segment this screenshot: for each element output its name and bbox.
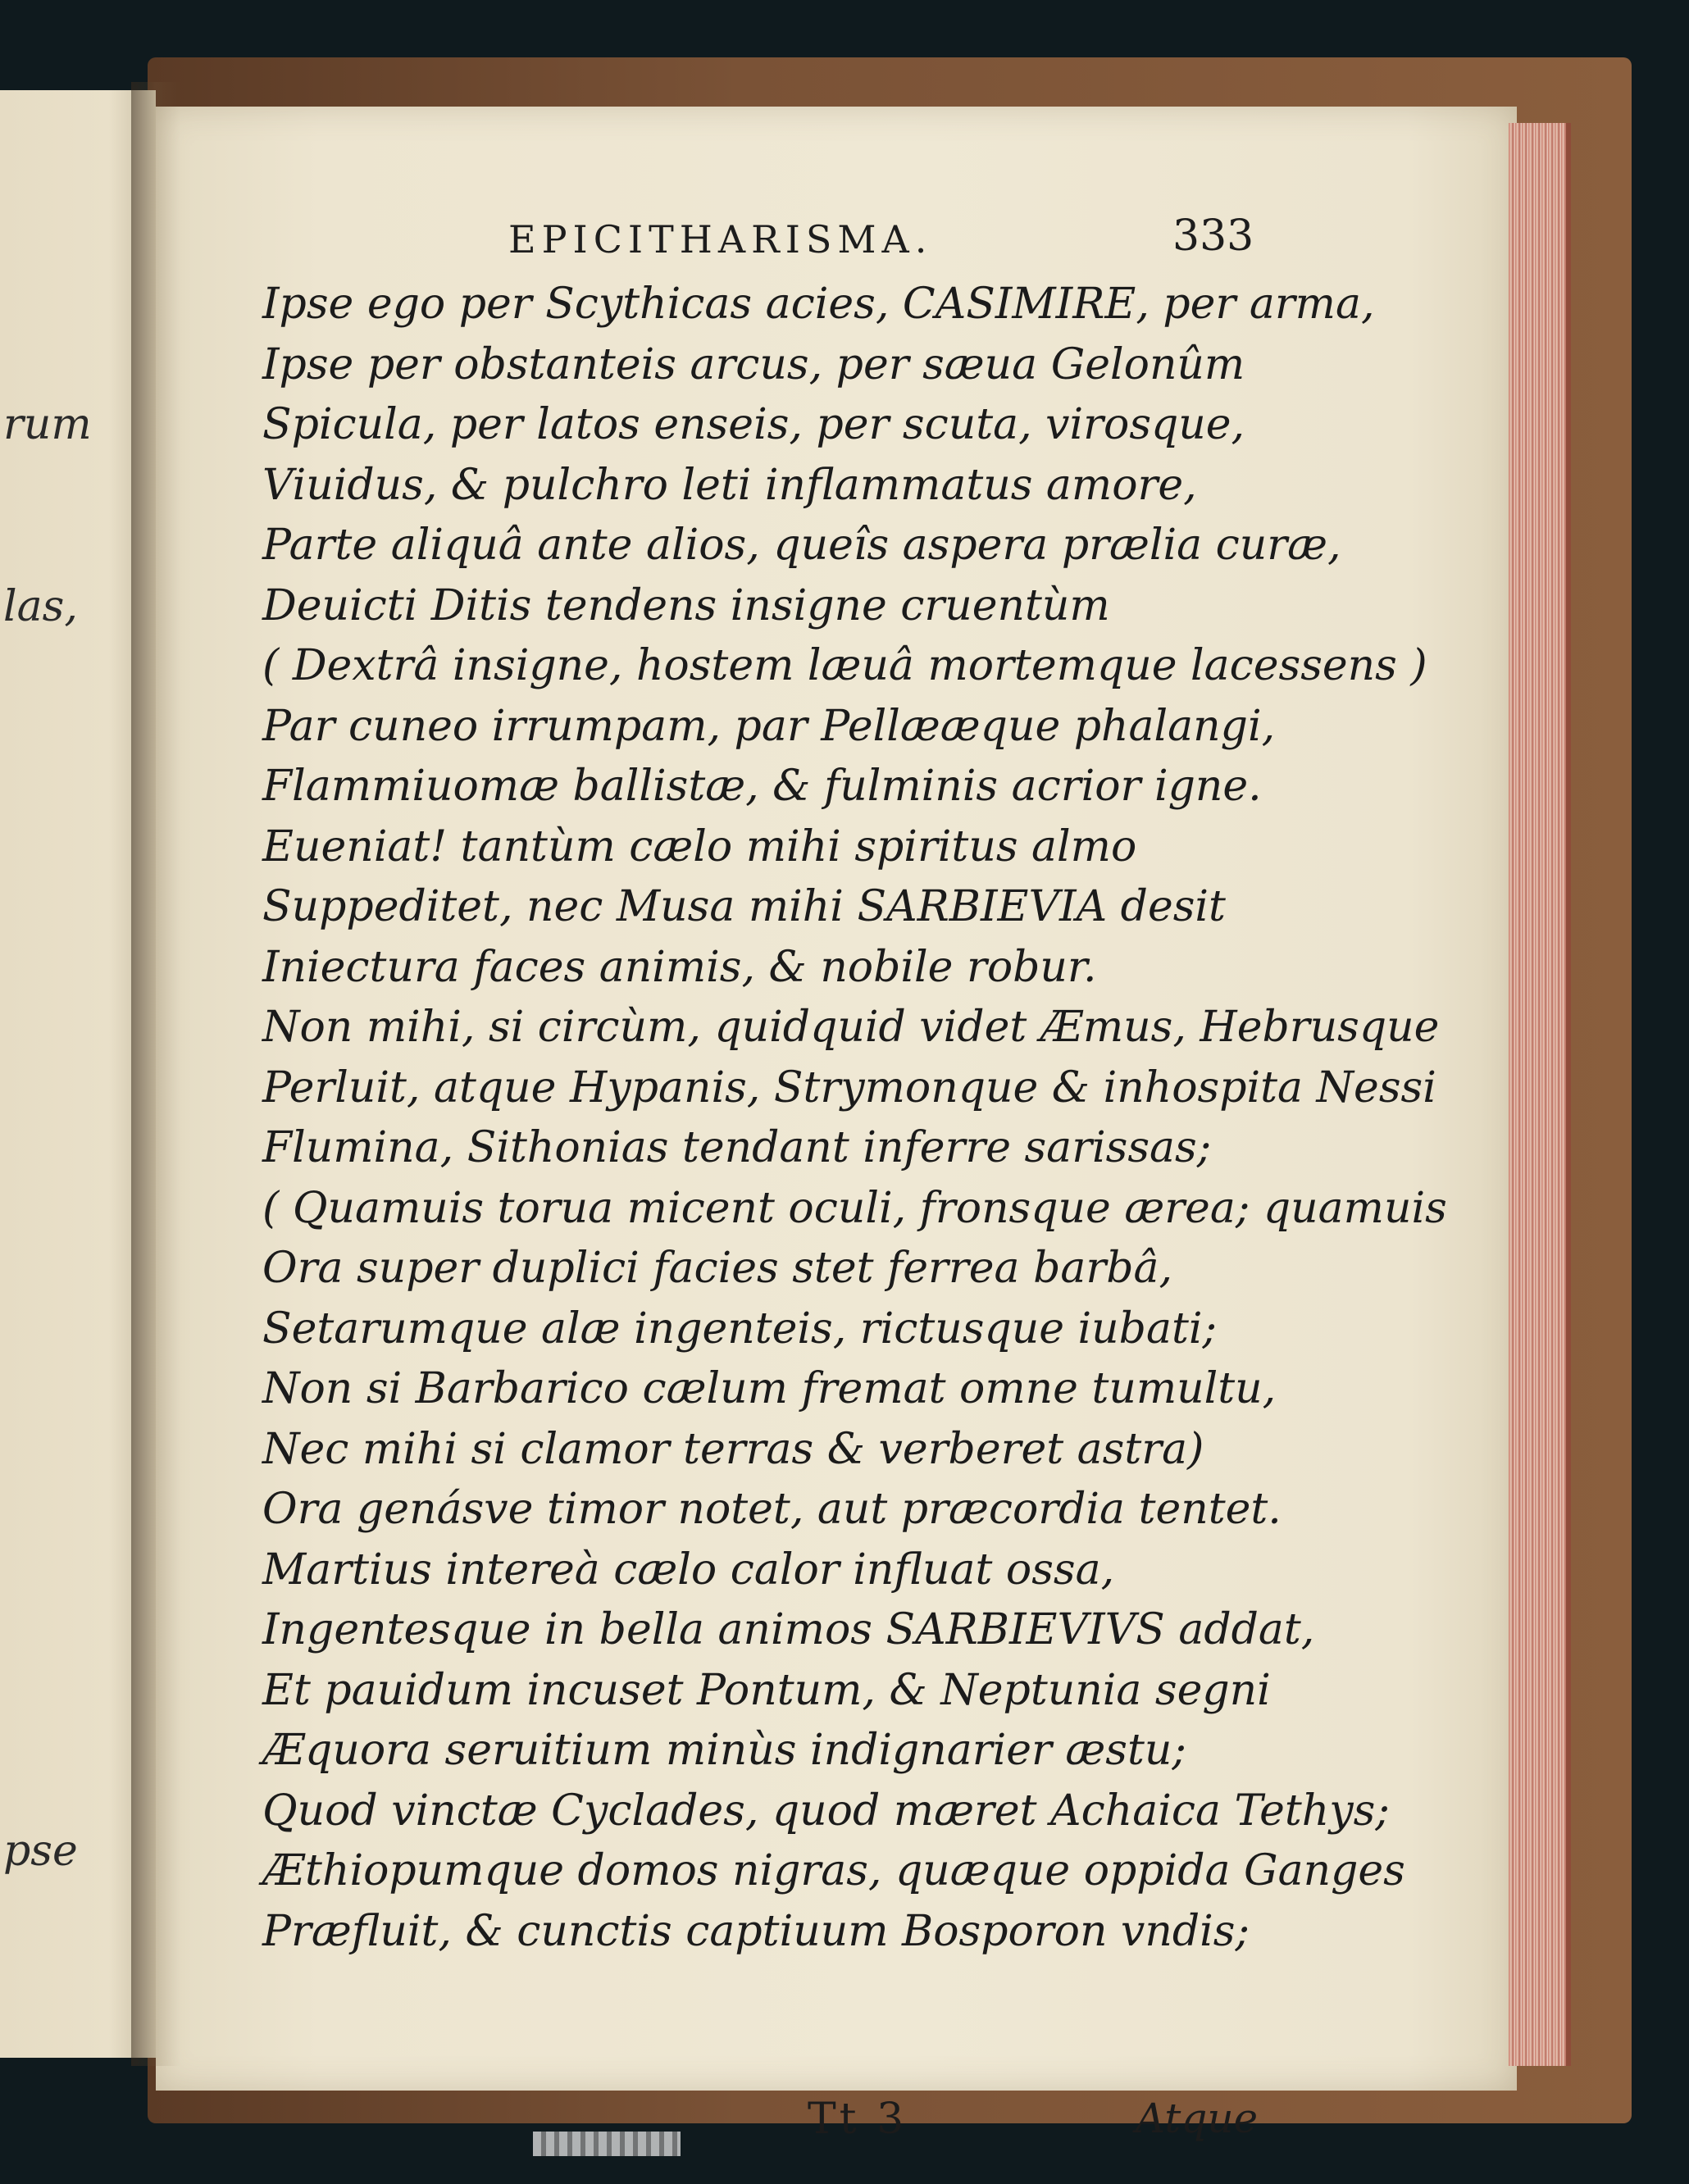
verse-line: Perluit, atque Hypanis, Strymonque & inhospita Nessi: [262, 1062, 1436, 1112]
verse-line: Eueniat! tantùm cælo mihi spiritus almo: [262, 821, 1137, 871]
catchword: Atque: [1136, 2095, 1259, 2142]
verse-line: ( Quamuis torua micent oculi, fronsque ærea; quamuis: [262, 1183, 1447, 1233]
verse-line: Æquora seruitium minùs indignarier æstu;: [262, 1726, 1186, 1775]
left-page-fragment: las,: [3, 582, 78, 631]
verse-text: [262, 275, 1447, 1962]
verse-line: Parte aliquâ ante alios, queîs aspera prælia curæ,: [262, 521, 1341, 570]
page-gutter: [131, 82, 180, 2066]
verse-line: Deuicti Ditis tendens insigne cruentùm: [262, 580, 1110, 630]
page-edges: [1509, 123, 1571, 2066]
verse-line: Non si Barbarico cælum fremat omne tumultu,: [262, 1364, 1277, 1413]
verse-line: Ipse per obstanteis arcus, per sæua Gelonûm: [262, 339, 1245, 389]
verse-line: Nec mihi si clamor terras & verberet astra): [262, 1424, 1204, 1474]
verse-line: Setarumque alæ ingenteis, rictusque iubati;: [262, 1304, 1218, 1354]
verse-line: Flumina, Sithonias tendant inferre sarissas;: [262, 1123, 1212, 1172]
running-head: EPICITHARISMA.: [508, 217, 933, 262]
verse-line: Flammiuomæ ballistæ, & fulminis acrior igne.: [262, 762, 1262, 811]
verse-line: Par cuneo irrumpam, par Pellææque phalangi,: [262, 701, 1276, 751]
page-number: 333: [1172, 212, 1254, 261]
verse-line: Ipse ego per Scythicas acies, CASIMIRE, per arma,: [262, 280, 1375, 329]
verse-line: Præfluit, & cunctis captiuum Bosporon vndis;: [262, 1906, 1250, 1956]
verse-line: Et pauidum incuset Pontum, & Neptunia segni: [262, 1665, 1271, 1715]
verse-line: Quod vinctæ Cyclades, quod mæret Achaica Tethys;: [262, 1786, 1390, 1836]
signature-mark: Tt 3: [808, 2095, 908, 2144]
verse-line: Iniectura faces animis, & nobile robur.: [262, 942, 1097, 992]
verse-line: Spicula, per latos enseis, per scuta, virosque,: [262, 400, 1245, 449]
verse-line: ( Dextrâ insigne, hostem læuâ mortemque lacessens ): [262, 641, 1427, 690]
verse-line: Ora genásve timor notet, aut præcordia tentet.: [262, 1485, 1282, 1534]
verse-line: Viuidus, & pulchro leti inflammatus amore,: [262, 460, 1197, 510]
verse-line: Æthiopumque domos nigras, quæque oppida Ganges: [262, 1846, 1405, 1895]
verse-line: Non mihi, si circùm, quidquid videt Æmus, Hebrusque: [262, 1003, 1440, 1052]
verse-line: Suppeditet, nec Musa mihi SARBIEVIA desit: [262, 882, 1226, 931]
verse-line: Martius intereà cælo calor influat ossa,: [262, 1545, 1115, 1595]
scan-ruler: [533, 2132, 681, 2156]
verse-line: Ingentesque in bella animos SARBIEVIVS addat,: [262, 1605, 1315, 1654]
left-page-fragment: rum: [3, 400, 92, 449]
verse-line: Ora super duplici facies stet ferrea barbâ,: [262, 1244, 1173, 1293]
left-page-fragment: pse: [3, 1827, 78, 1876]
